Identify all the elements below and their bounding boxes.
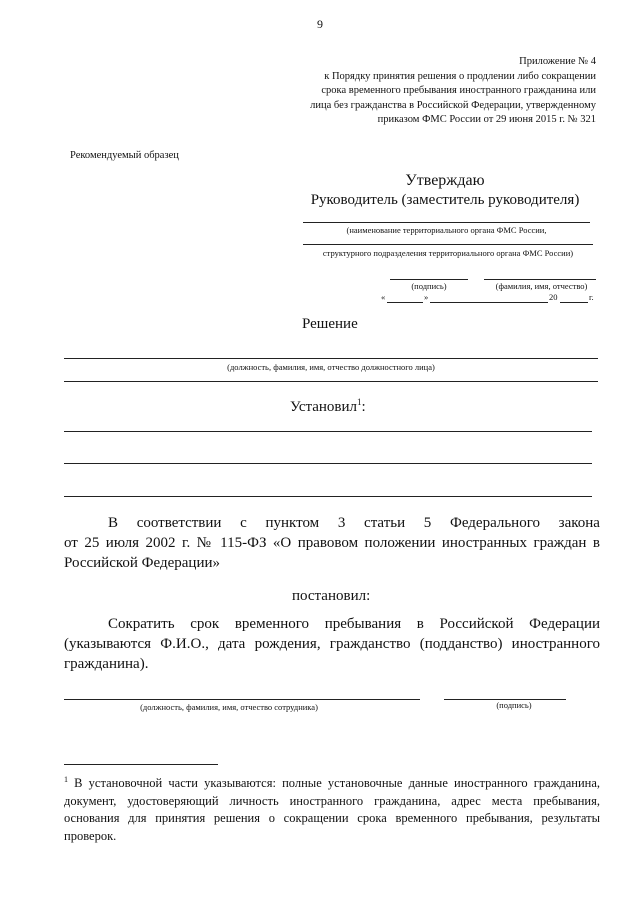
approval-subtitle: Руководитель (заместитель руководителя) <box>310 192 580 208</box>
word: статьи <box>364 515 406 531</box>
paragraph2-line3: гражданина). <box>64 656 149 672</box>
approval-date-year-line <box>560 302 588 303</box>
word: пунктом <box>265 515 320 531</box>
footnote-line <box>64 771 600 793</box>
approval-name-line <box>484 279 596 280</box>
approval-sign-caption: (подпись) <box>411 281 447 291</box>
established-line-3 <box>64 496 592 497</box>
approval-date-year: 20 <box>549 292 558 302</box>
employee-line <box>64 699 420 700</box>
word: 3 <box>337 515 346 531</box>
paragraph1-line1 <box>108 515 600 532</box>
approval-name-caption: (фамилия, имя, отчество) <box>495 281 588 291</box>
appendix-line: приказом ФМС России от 29 июня 2015 г. № 321 <box>377 114 596 125</box>
established-footnote-mark: 1 <box>357 397 362 407</box>
appendix-line: срока временного пребывания иностранного гражданина или <box>321 85 596 96</box>
footnote-block <box>64 771 600 845</box>
decision-position-caption: (должность, фамилия, имя, отчество должностного лица) <box>227 362 435 372</box>
page-number: 9 <box>317 17 323 31</box>
recommended-label: Рекомендуемый образец <box>70 150 179 161</box>
footnote-text: В установочной части указываются: полные установочные данные иностранного гражданина, <box>74 776 600 791</box>
ruled-label: постановил: <box>292 588 371 604</box>
appendix-block <box>256 55 596 128</box>
word: 5 <box>423 515 432 531</box>
word: закона <box>558 515 600 531</box>
employee-caption: (должность, фамилия, имя, отчество сотрудника) <box>140 702 318 712</box>
paragraph1-line2: от 25 июля 2002 г. № 115-ФЗ «О правовом положении иностранных граждан в <box>64 535 600 551</box>
established-line-2 <box>64 463 592 464</box>
approval-date-close: » <box>424 292 429 302</box>
word: соответствии <box>136 515 222 531</box>
approval-date-open: « <box>381 292 386 302</box>
established-line-1 <box>64 431 592 432</box>
footnote-line: проверок. <box>64 828 117 843</box>
established-colon: : <box>361 399 366 415</box>
approval-title: Утверждаю <box>405 172 485 189</box>
word: с <box>240 515 247 531</box>
decision-title: Решение <box>302 316 358 332</box>
approval-date-suffix: г. <box>589 292 594 302</box>
approval-sign-line <box>390 279 468 280</box>
employee-sign-caption: (подпись) <box>496 700 532 710</box>
approval-caption-division: структурного подразделения территориального органа ФМС России) <box>322 248 574 258</box>
footnote-separator <box>64 764 218 765</box>
established-heading <box>290 397 366 416</box>
appendix-title: Приложение № 4 <box>519 56 596 67</box>
established-label: Установил <box>290 399 357 415</box>
paragraph2-line2: (указываются Ф.И.О., дата рождения, гражданство (подданство) иностранного <box>64 636 600 652</box>
decision-position-line <box>64 358 598 359</box>
approval-date-month-line <box>430 302 548 303</box>
word: Федерального <box>449 515 540 531</box>
paragraph2-line1: Сократить срок временного пребывания в Российской Федерации <box>108 616 600 632</box>
footnote-line: документ, удостоверяющий личность иностранного гражданина, адрес места пребывания, <box>64 793 600 808</box>
appendix-line: к Порядку принятия решения о продлении либо сокращении <box>324 70 596 82</box>
footnote-mark: 1 <box>64 775 68 784</box>
appendix-line: лица без гражданства в Российской Федерации, утвержденному <box>310 99 596 111</box>
footnote-line: основания для принятия решения о сокращении срока временного пребывания, результаты <box>64 811 600 826</box>
approval-division-line <box>303 244 593 245</box>
approval-caption-org: (наименование территориального органа ФМС России, <box>346 225 547 235</box>
approval-date-day-line <box>387 302 423 303</box>
paragraph1-line3: Российской Федерации» <box>64 555 221 571</box>
decision-extra-line <box>64 381 598 382</box>
approval-org-line <box>303 222 590 223</box>
word: В <box>108 515 119 531</box>
